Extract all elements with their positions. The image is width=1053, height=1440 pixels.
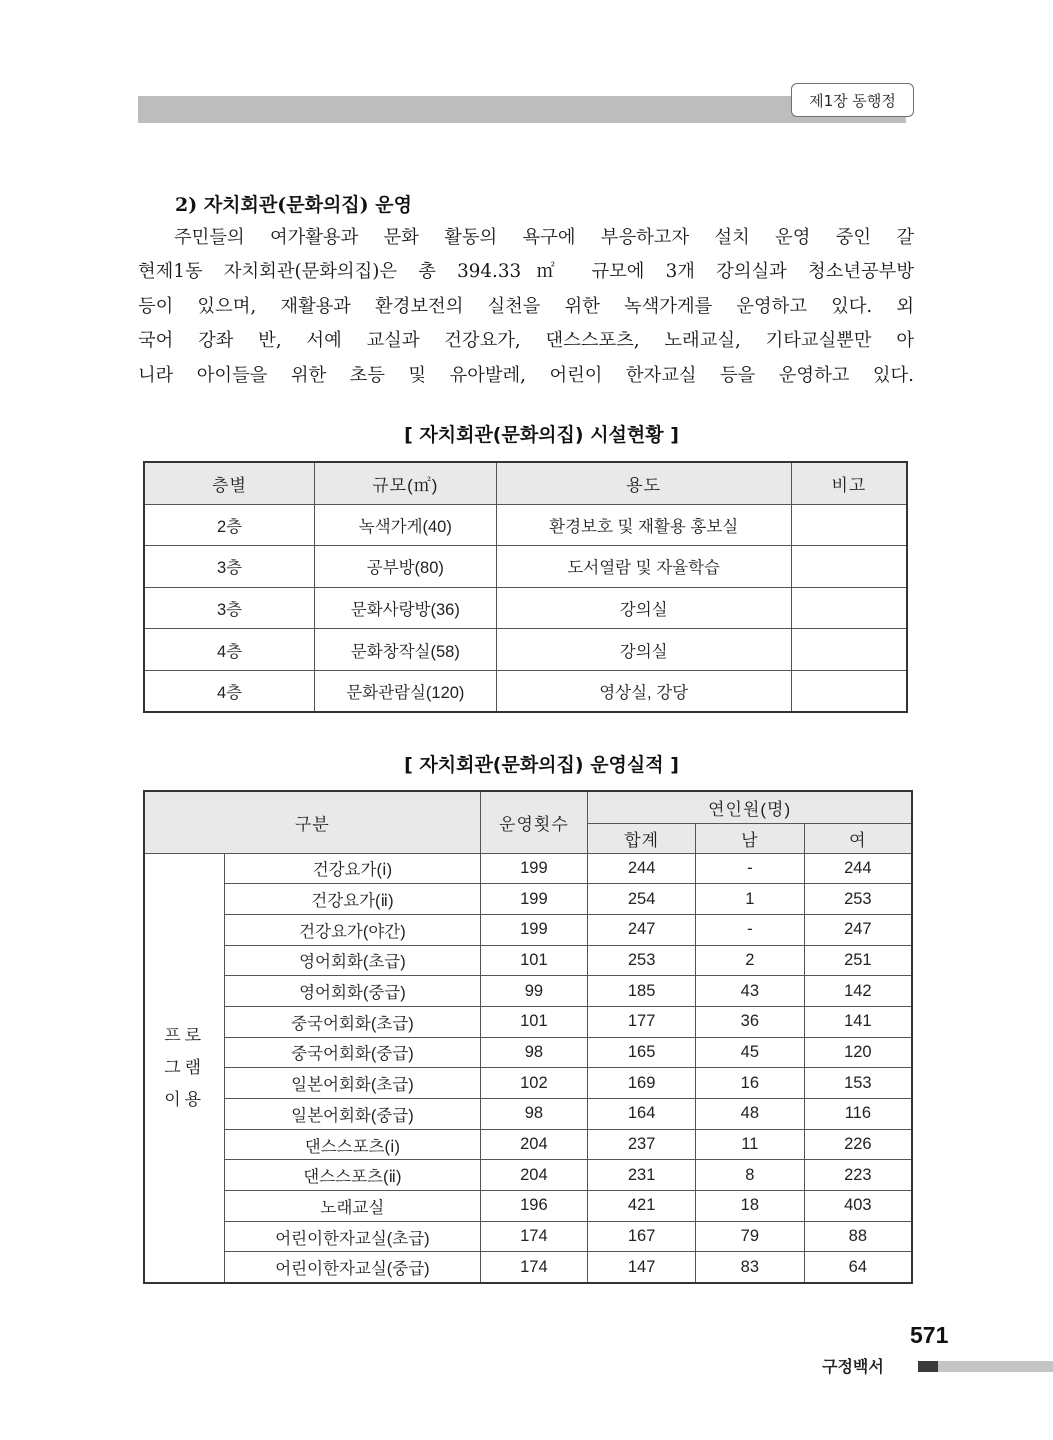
book-title: 구정백서: [822, 1357, 884, 1376]
table-cell: 영어회화(초급): [225, 945, 480, 976]
column-header-total: 합계: [588, 823, 696, 853]
table-cell: 댄스스포츠(ⅰ): [225, 1129, 480, 1160]
table-cell: 141: [804, 1006, 912, 1037]
table-cell: 녹색가게(40): [315, 504, 497, 546]
group-label-cell: [144, 853, 225, 1283]
table-cell: 중국어회화(초급): [225, 1006, 480, 1037]
table-cell: 영어회화(중급): [225, 976, 480, 1007]
table-row: [144, 1099, 912, 1130]
table-cell: 일본어회화(중급): [225, 1099, 480, 1130]
table-row: [144, 670, 907, 712]
table-cell: 강의실: [496, 587, 791, 629]
table-cell: [791, 587, 907, 629]
table-cell: 253: [804, 884, 912, 915]
table-cell: 중국어회화(중급): [225, 1037, 480, 1068]
table-cell: 88: [804, 1221, 912, 1252]
footer-bar-dark: [918, 1361, 938, 1372]
table-cell: 45: [696, 1037, 805, 1068]
table-row: [144, 976, 912, 1007]
table-cell: 문화관람실(120): [315, 670, 497, 712]
group-label-line: 프로: [164, 1025, 206, 1045]
table-cell: 164: [588, 1099, 696, 1130]
group-label-line: 이용: [164, 1089, 206, 1109]
column-header-count: 운영횟수: [480, 791, 588, 853]
paragraph-line: 현제1동 자치회관(문화의집)은 총 394.33㎡ 규모에 3개 강의실과 청소년공부방: [138, 261, 914, 283]
paragraph-line: 국어 강좌 반, 서예 교실과 건강요가, 댄스스포츠, 노래교실, 기타교실뿐만 아: [138, 330, 914, 352]
table-cell: 167: [588, 1221, 696, 1252]
table-row: [144, 1252, 912, 1283]
table-cell: 251: [804, 945, 912, 976]
table-cell: -: [696, 853, 805, 884]
table-cell: 강의실: [496, 629, 791, 671]
table-cell: 204: [480, 1129, 588, 1160]
table-cell: 147: [588, 1252, 696, 1283]
table-cell: 199: [480, 884, 588, 915]
table-cell: 165: [588, 1037, 696, 1068]
facility-table: [143, 461, 908, 713]
paragraph-line: 니라 아이들을 위한 초등 및 유아발레, 어린이 한자교실 등을 운영하고 있다.: [138, 364, 914, 386]
table-cell: 231: [588, 1160, 696, 1191]
table-row: [144, 1191, 912, 1222]
table-cell: 48: [696, 1099, 805, 1130]
column-header-male: 남: [696, 823, 805, 853]
table-cell: 403: [804, 1191, 912, 1222]
table-cell: 185: [588, 976, 696, 1007]
table-cell: 문화사랑방(36): [315, 587, 497, 629]
table-row: [144, 1037, 912, 1068]
table-cell: 120: [804, 1037, 912, 1068]
table-cell: 177: [588, 1006, 696, 1037]
table-row: [144, 853, 912, 884]
table-row: [144, 945, 912, 976]
table-cell: 36: [696, 1006, 805, 1037]
table-cell: 199: [480, 914, 588, 945]
table-cell: 102: [480, 1068, 588, 1099]
table-cell: 건강요가(야간): [225, 914, 480, 945]
table-cell: 3층: [144, 587, 315, 629]
table-cell: 247: [804, 914, 912, 945]
table-cell: 환경보호 및 재활용 홍보실: [496, 504, 791, 546]
table-cell: 101: [480, 1006, 588, 1037]
table-cell: 247: [588, 914, 696, 945]
table-cell: 244: [804, 853, 912, 884]
table-cell: 2층: [144, 504, 315, 546]
table-cell: 문화창작실(58): [315, 629, 497, 671]
table-cell: 43: [696, 976, 805, 1007]
footer-bar-light: [938, 1361, 1053, 1372]
table-cell: 건강요가(ⅰ): [225, 853, 480, 884]
operation-table: [143, 790, 913, 1284]
table-cell: 199: [480, 853, 588, 884]
table-cell: [791, 670, 907, 712]
table-cell: 204: [480, 1160, 588, 1191]
table-row: [144, 1006, 912, 1037]
column-header-people: 연인원(명): [588, 791, 912, 823]
table-cell: 4층: [144, 629, 315, 671]
table-cell: 253: [588, 945, 696, 976]
chapter-tab: 제1장 동행정: [791, 83, 914, 117]
table-cell: 142: [804, 976, 912, 1007]
paragraph-line: 등이 있으며, 재활용과 환경보전의 실천을 위한 녹색가게를 운영하고 있다. 외: [138, 295, 914, 317]
table-cell: 79: [696, 1221, 805, 1252]
table-cell: 174: [480, 1252, 588, 1283]
table-cell: 2: [696, 945, 805, 976]
table-cell: 11: [696, 1129, 805, 1160]
table-cell: 116: [804, 1099, 912, 1130]
table-row: [144, 1068, 912, 1099]
table-cell: 421: [588, 1191, 696, 1222]
table-row: [144, 546, 907, 588]
column-header: 규모(㎡): [315, 462, 497, 504]
table-cell: 노래교실: [225, 1191, 480, 1222]
table-row: [144, 884, 912, 915]
table-row: [144, 914, 912, 945]
column-header-category: 구분: [144, 791, 480, 853]
table-cell: 영상실, 강당: [496, 670, 791, 712]
operation-table-caption: [ 자치회관(문화의집) 운영실적 ]: [404, 754, 679, 776]
page-number: 571: [910, 1322, 949, 1348]
table-cell: 어린이한자교실(중급): [225, 1252, 480, 1283]
table-row: [144, 1129, 912, 1160]
table-cell: 153: [804, 1068, 912, 1099]
table-cell: 226: [804, 1129, 912, 1160]
table-cell: 공부방(80): [315, 546, 497, 588]
body-paragraph: [138, 221, 914, 393]
table-cell: 8: [696, 1160, 805, 1191]
table-header-row: [144, 462, 907, 504]
table-row: [144, 1221, 912, 1252]
table-cell: 169: [588, 1068, 696, 1099]
table-cell: 83: [696, 1252, 805, 1283]
column-header: 층별: [144, 462, 315, 504]
table-cell: 64: [804, 1252, 912, 1283]
table-cell: 3층: [144, 546, 315, 588]
table-row: [144, 504, 907, 546]
table-cell: 16: [696, 1068, 805, 1099]
table-cell: 101: [480, 945, 588, 976]
table-cell: 건강요가(ⅱ): [225, 884, 480, 915]
group-label-line: 그램: [164, 1057, 206, 1077]
table-row: [144, 629, 907, 671]
facility-table-caption: [ 자치회관(문화의집) 시설현황 ]: [404, 424, 679, 446]
table-cell: 98: [480, 1099, 588, 1130]
table-cell: 18: [696, 1191, 805, 1222]
table-row: [144, 1160, 912, 1191]
table-cell: 4층: [144, 670, 315, 712]
table-cell: 댄스스포츠(ⅱ): [225, 1160, 480, 1191]
table-cell: [791, 629, 907, 671]
paragraph-line: 주민들의 여가활용과 문화 활동의 욕구에 부응하고자 설치 운영 중인 갈: [174, 227, 914, 248]
table-cell: 237: [588, 1129, 696, 1160]
table-cell: [791, 504, 907, 546]
table-cell: 1: [696, 884, 805, 915]
table-cell: 174: [480, 1221, 588, 1252]
table-cell: 도서열람 및 자율학습: [496, 546, 791, 588]
column-header-female: 여: [804, 823, 912, 853]
table-cell: 244: [588, 853, 696, 884]
column-header: 비고: [791, 462, 907, 504]
column-header: 용도: [496, 462, 791, 504]
table-cell: 일본어회화(초급): [225, 1068, 480, 1099]
table-cell: 어린이한자교실(초급): [225, 1221, 480, 1252]
table-cell: 99: [480, 976, 588, 1007]
table-header-row: [144, 791, 912, 823]
table-cell: 223: [804, 1160, 912, 1191]
table-cell: -: [696, 914, 805, 945]
section-title: 2) 자치회관(문화의집) 운영: [175, 194, 412, 216]
table-row: [144, 587, 907, 629]
table-cell: [791, 546, 907, 588]
table-cell: 98: [480, 1037, 588, 1068]
table-cell: 254: [588, 884, 696, 915]
table-cell: 196: [480, 1191, 588, 1222]
